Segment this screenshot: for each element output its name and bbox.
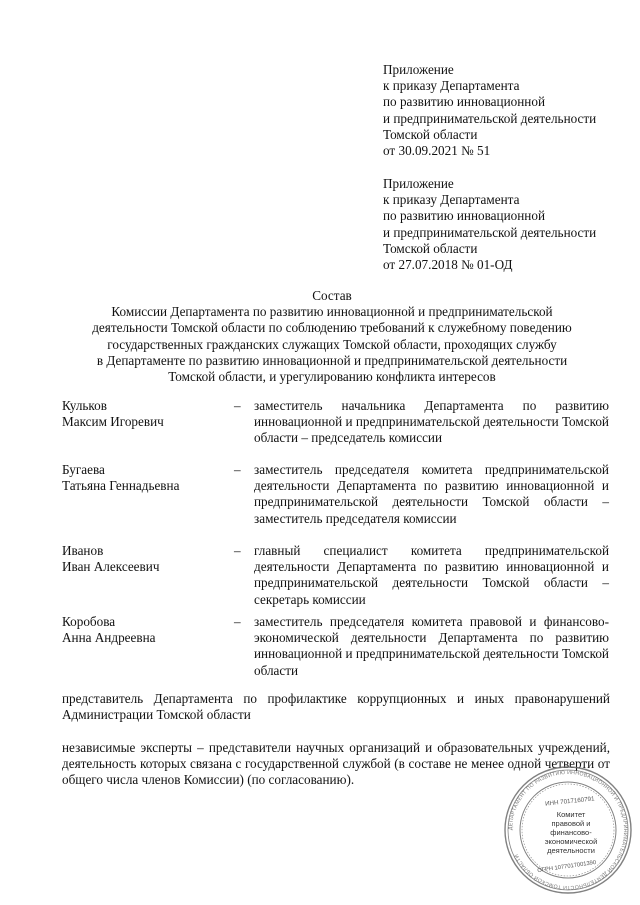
member-role: заместитель председателя комитета правовой и финансово-экономической деятельности Департамента по развитию инновационной и предпринимательской деятельности Томской области bbox=[254, 614, 609, 678]
document-title bbox=[40, 288, 624, 385]
member-surname: Иванов bbox=[62, 543, 104, 558]
member-given-names: Анна Андреевна bbox=[62, 630, 156, 646]
appendix-order-date: от 27.07.2018 № 01-ОД bbox=[383, 257, 513, 273]
title-line: в Департаменте по развитию инновационной и предпринимательской деятельности bbox=[96, 352, 568, 368]
title-line: государственных гражданских служащих Томской области, проходящих службу bbox=[107, 336, 557, 352]
stamp-center-line: финансово- bbox=[550, 828, 592, 837]
member-name bbox=[62, 398, 222, 430]
stamp-center-line: правовой и bbox=[551, 819, 591, 828]
appendix-line: Приложение bbox=[383, 176, 454, 191]
appendix-line: Приложение bbox=[383, 62, 454, 77]
member-given-names: Максим Игоревич bbox=[62, 414, 164, 430]
member-name bbox=[62, 543, 222, 575]
anticorruption-representative-paragraph: представитель Департамента по профилактике коррупционных и иных правонарушений Администрации Томской области bbox=[62, 691, 610, 723]
stamp-center-line: экономической bbox=[544, 837, 598, 846]
appendix-line: Томской области bbox=[383, 240, 478, 256]
appendix-line: Томской области bbox=[383, 126, 478, 142]
independent-experts-paragraph: независимые эксперты – представители научных организаций и образовательных учреждений, деятельность которых связана с государственной службой (в составе не менее одной четверти от общего числа членов Комиссии) (по согласованию). bbox=[62, 740, 610, 788]
stamp-ring-text: ДЕПАРТАМЕНТ ПО РАЗВИТИЮ ИННОВАЦИОННОЙ И ПРЕДПРИНИМАТЕЛЬСКОЙ ДЕЯТЕЛЬНОСТИ ТОМСКОЙ ОБЛАСТИ bbox=[507, 769, 629, 891]
appendix-header-original bbox=[383, 176, 623, 273]
title-line: деятельности Томской области по соблюдению требований к служебному поведению bbox=[92, 320, 572, 336]
member-dash: – bbox=[234, 543, 241, 558]
stamp-center-line: Комитет bbox=[556, 810, 586, 819]
member-name bbox=[62, 462, 222, 494]
appendix-line: по развитию инновационной bbox=[383, 208, 546, 224]
member-given-names: Татьяна Геннадьевна bbox=[62, 478, 180, 494]
member-role: заместитель начальника Департамента по развитию инновационной и предпринимательской деятельности Томской области – председатель комиссии bbox=[254, 398, 609, 446]
stamp-ogrn: ОГРН 1077017001390 bbox=[537, 859, 597, 875]
title-heading: Состав bbox=[312, 288, 352, 303]
member-given-names: Иван Алексеевич bbox=[62, 559, 160, 575]
appendix-line: к приказу Департамента bbox=[383, 192, 520, 208]
title-line: Томской области, и урегулированию конфликта интересов bbox=[168, 369, 496, 385]
member-dash: – bbox=[234, 462, 241, 477]
appendix-line: и предпринимательской деятельности bbox=[383, 224, 597, 240]
member-name bbox=[62, 614, 222, 646]
title-line: Комиссии Департамента по развитию инновационной и предпринимательской bbox=[111, 304, 553, 320]
member-role: заместитель председателя комитета предпринимательской деятельности Департамента по развитию инновационной и предпринимательской деятельности Томской области – заместитель председателя комиссии bbox=[254, 462, 609, 526]
member-dash: – bbox=[234, 614, 241, 629]
member-surname: Бугаева bbox=[62, 462, 105, 477]
stamp-center-line: деятельности bbox=[547, 846, 595, 855]
official-stamp bbox=[503, 765, 633, 895]
appendix-line: к приказу Департамента bbox=[383, 78, 520, 94]
member-surname: Кульков bbox=[62, 398, 107, 413]
member-role: главный специалист комитета предпринимательской деятельности Департамента по развитию инновационной и предпринимательской деятельности Томской области – секретарь комиссии bbox=[254, 543, 609, 607]
member-surname: Коробова bbox=[62, 614, 116, 629]
appendix-order-date: от 30.09.2021 № 51 bbox=[383, 143, 491, 159]
appendix-header-current bbox=[383, 62, 623, 159]
appendix-line: и предпринимательской деятельности bbox=[383, 110, 597, 126]
appendix-line: по развитию инновационной bbox=[383, 94, 546, 110]
member-dash: – bbox=[234, 398, 241, 413]
stamp-inn: ИНН 7017160791 bbox=[544, 795, 595, 808]
